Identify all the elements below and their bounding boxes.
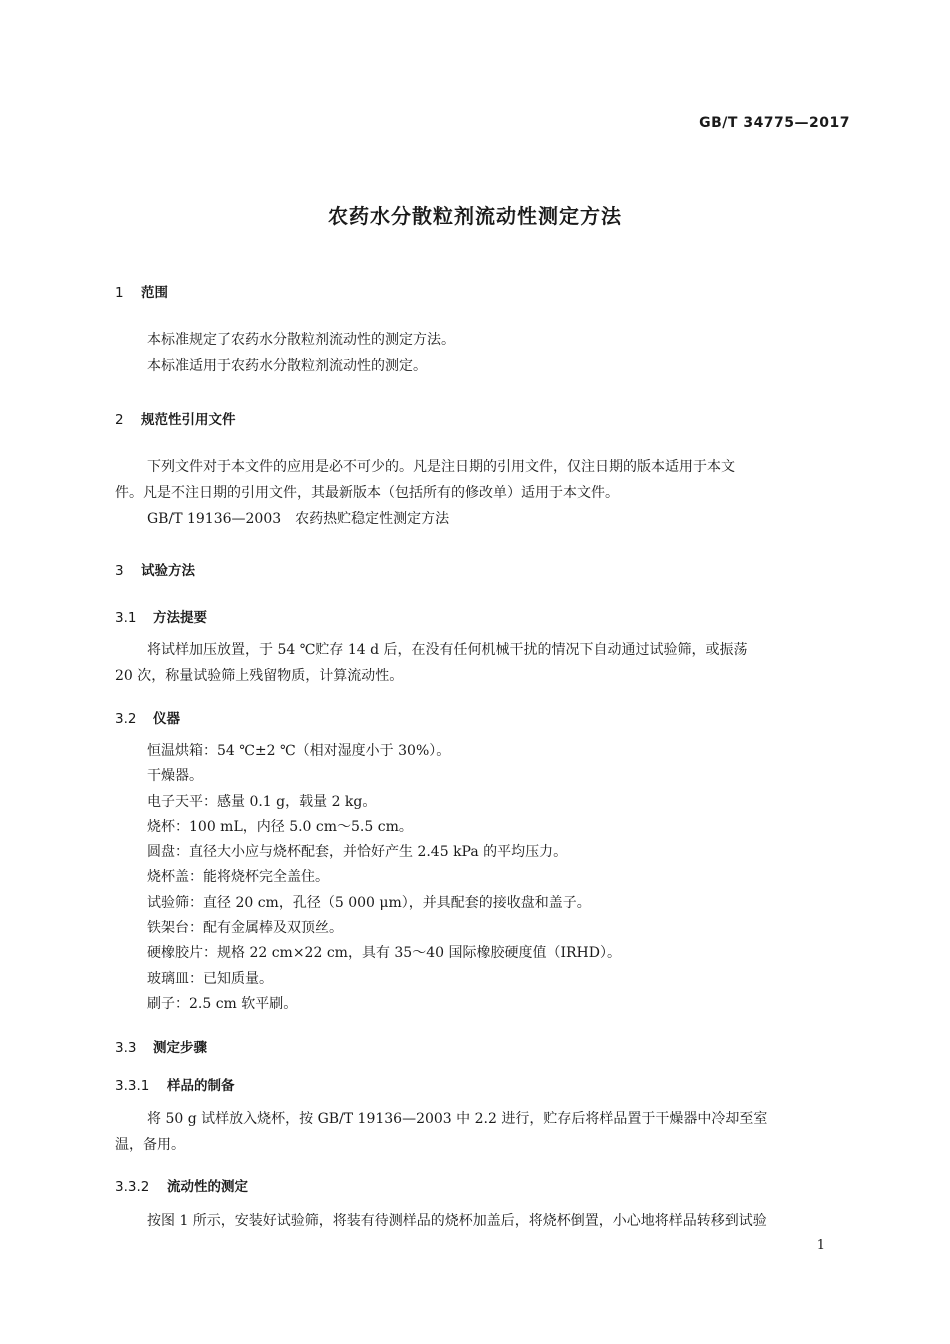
section-3-heading xyxy=(115,559,195,579)
section-number: 3.2 xyxy=(115,711,137,727)
section-title: 规范性引用文件 xyxy=(141,412,236,428)
section-3-2-heading xyxy=(115,707,180,727)
paragraph: 本标准规定了农药水分散粒剂流动性的测定方法。 xyxy=(147,332,455,348)
document-title: 农药水分散粒剂流动性测定方法 xyxy=(328,204,622,228)
apparatus-item: 铁架台：配有金属棒及双顶丝。 xyxy=(147,920,343,937)
paragraph-line: 下列文件对于本文件的应用是必不可少的。凡是注日期的引用文件，仅注日期的版本适用于本文 xyxy=(147,459,735,475)
paragraph-line: 件。凡是不注日期的引用文件，其最新版本（包括所有的修改单）适用于本文件。 xyxy=(115,485,619,501)
section-3-1-body xyxy=(115,637,850,689)
paragraph-line: 按图 1 所示，安装好试验筛，将装有待测样品的烧杯加盖后，将烧杯倒置，小心地将样品转移到试验 xyxy=(147,1213,767,1229)
standard-code: GB/T 34775—2017 xyxy=(699,115,850,131)
section-title: 方法提要 xyxy=(153,610,207,626)
apparatus-item: 硬橡胶片：规格 22 cm×22 cm，具有 35～40 国际橡胶硬度值（IRHD）。 xyxy=(147,945,621,962)
section-number: 1 xyxy=(115,285,124,301)
section-3-1-heading xyxy=(115,606,207,626)
apparatus-item: 玻璃皿：已知质量。 xyxy=(147,970,273,987)
section-3-3-1-heading xyxy=(115,1074,235,1094)
section-number: 3.3.1 xyxy=(115,1078,150,1094)
section-title: 范围 xyxy=(141,285,168,301)
apparatus-item: 试验筛：直径 20 cm，孔径（5 000 μm），并具配套的接收盘和盖子。 xyxy=(147,894,591,911)
section-title: 测定步骤 xyxy=(153,1040,207,1056)
paragraph-line: 将 50 g 试样放入烧杯，按 GB/T 19136—2003 中 2.2 进行，贮存后将样品置于干燥器中冷却至室 xyxy=(147,1111,768,1127)
paragraph: 本标准适用于农药水分散粒剂流动性的测定。 xyxy=(147,358,427,374)
section-title: 流动性的测定 xyxy=(167,1179,248,1195)
section-number: 3.1 xyxy=(115,610,137,626)
apparatus-item: 烧杯盖：能将烧杯完全盖住。 xyxy=(147,869,329,886)
section-3-3-2-body xyxy=(115,1208,850,1234)
section-title: 样品的制备 xyxy=(167,1078,235,1094)
section-number: 3 xyxy=(115,563,124,579)
section-2-heading xyxy=(115,408,236,428)
section-3-3-2-heading xyxy=(115,1175,248,1195)
section-3-3-heading xyxy=(115,1036,207,1056)
section-number: 3.3.2 xyxy=(115,1179,150,1195)
normative-reference: GB/T 19136—2003 农药热贮稳定性测定方法 xyxy=(147,511,450,527)
page-number: 1 xyxy=(816,1238,825,1253)
section-3-3-1-body xyxy=(115,1106,850,1158)
section-1-body xyxy=(115,327,850,379)
section-title: 仪器 xyxy=(153,711,180,727)
paragraph-line: 温，备用。 xyxy=(115,1137,185,1153)
apparatus-item: 刷子：2.5 cm 软平刷。 xyxy=(147,995,298,1012)
section-2-body xyxy=(115,454,850,532)
section-1-heading xyxy=(115,281,168,301)
paragraph-line: 20 次，称量试验筛上残留物质，计算流动性。 xyxy=(115,668,404,684)
section-title: 试验方法 xyxy=(141,563,195,579)
apparatus-item: 恒温烘箱：54 ℃±2 ℃（相对湿度小于 30%）。 xyxy=(147,743,451,759)
apparatus-item: 干燥器。 xyxy=(147,768,203,785)
section-number: 2 xyxy=(115,412,124,428)
apparatus-item: 烧杯：100 mL，内径 5.0 cm～5.5 cm。 xyxy=(147,818,413,835)
apparatus-list xyxy=(115,739,850,1017)
apparatus-item: 电子天平：感量 0.1 g，载量 2 kg。 xyxy=(147,793,377,810)
apparatus-item: 圆盘：直径大小应与烧杯配套，并恰好产生 2.45 kPa 的平均压力。 xyxy=(147,844,568,861)
paragraph-line: 将试样加压放置，于 54 ℃贮存 14 d 后，在没有任何机械干扰的情况下自动通过试验筛，或振荡 xyxy=(147,642,748,658)
section-number: 3.3 xyxy=(115,1040,137,1056)
